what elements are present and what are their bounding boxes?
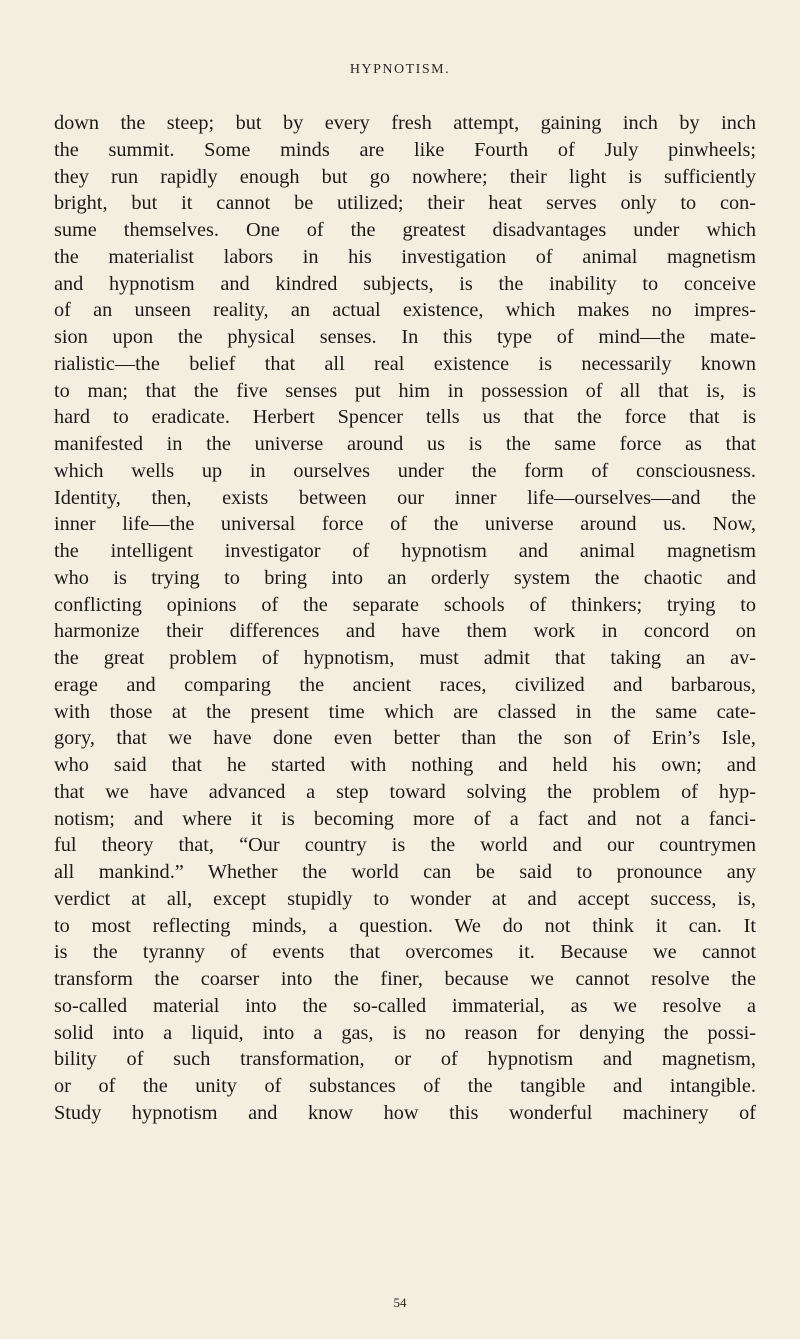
text-line: Identity, then, exists between our inner life—ourselves—and the xyxy=(54,486,756,509)
body-text xyxy=(54,110,756,1127)
text-line: with those at the present time which are classed in the same cate- xyxy=(54,700,756,723)
text-line: so-called material into the so-called immaterial, as we resolve a xyxy=(54,994,756,1017)
text-line: who is trying to bring into an orderly system the chaotic and xyxy=(54,566,756,589)
text-line: hard to eradicate. Herbert Spencer tells us that the force that is xyxy=(54,406,756,429)
text-line: of an unseen reality, an actual existence, which makes no impres- xyxy=(54,299,756,322)
text-line: and hypnotism and kindred subjects, is the inability to conceive xyxy=(54,272,756,295)
text-line: bility of such transformation, or of hypnotism and magnetism, xyxy=(54,1048,756,1071)
text-line: or of the unity of substances of the tangible and intangible. xyxy=(54,1075,756,1097)
text-line: inner life—the universal force of the universe around us. Now, xyxy=(54,513,756,536)
text-line: erage and comparing the ancient races, civilized and barbarous, xyxy=(54,673,756,696)
text-line: to most reflecting minds, a question. We do not think it can. It xyxy=(54,914,756,937)
text-line: bright, but it cannot be utilized; their heat serves only to con- xyxy=(54,192,756,215)
text-line: sion upon the physical senses. In this type of mind—the mate- xyxy=(54,326,756,348)
text-line: which wells up in ourselves under the form of consciousness. xyxy=(54,459,756,482)
text-line: transform the coarser into the finer, because we cannot resolve the xyxy=(54,968,756,990)
text-line: ful theory that, “Our country is the world and our countrymen xyxy=(54,834,756,857)
text-line: they run rapidly enough but go nowhere; their light is sufficiently xyxy=(54,165,756,188)
text-line: rialistic—the belief that all real existence is necessarily known xyxy=(54,352,756,375)
text-line: notism; and where it is becoming more of a fact and not a fanci- xyxy=(54,807,756,830)
text-line: to man; that the five senses put him in possession of all that is, is xyxy=(54,379,756,402)
running-head: HYPNOTISM. xyxy=(349,62,451,77)
text-line: is the tyranny of events that overcomes it. Because we cannot xyxy=(54,941,756,964)
text-line: the materialist labors in his investigation of animal magnetism xyxy=(54,245,756,268)
text-line: solid into a liquid, into a gas, is no reason for denying the possi- xyxy=(54,1021,756,1044)
text-line: conflicting opinions of the separate schools of thinkers; trying to xyxy=(54,593,756,616)
text-line: gory, that we have done even better than the son of Erin’s Isle, xyxy=(54,727,756,750)
text-line: who said that he started with nothing and held his own; and xyxy=(54,754,756,776)
text-line: the summit. Some minds are like Fourth of July pinwheels; xyxy=(54,138,756,161)
text-line: that we have advanced a step toward solving the problem of hyp- xyxy=(54,780,756,803)
text-line: the intelligent investigator of hypnotism and animal magnetism xyxy=(54,540,756,562)
text-line: manifested in the universe around us is the same force as that xyxy=(54,433,756,455)
text-line: all mankind.” Whether the world can be said to pronounce any xyxy=(54,861,756,883)
page-number: 54 xyxy=(393,1295,407,1310)
text-line: Study hypnotism and know how this wonderful machinery of xyxy=(54,1101,756,1124)
text-line: sume themselves. One of the greatest disadvantages under which xyxy=(54,219,756,241)
text-line: down the steep; but by every fresh attempt, gaining inch by inch xyxy=(54,112,756,134)
text-line: verdict at all, except stupidly to wonder at and accept success, is, xyxy=(54,887,756,910)
text-line: the great problem of hypnotism, must admit that taking an av- xyxy=(54,647,756,669)
text-line: harmonize their differences and have them work in concord on xyxy=(54,620,756,643)
